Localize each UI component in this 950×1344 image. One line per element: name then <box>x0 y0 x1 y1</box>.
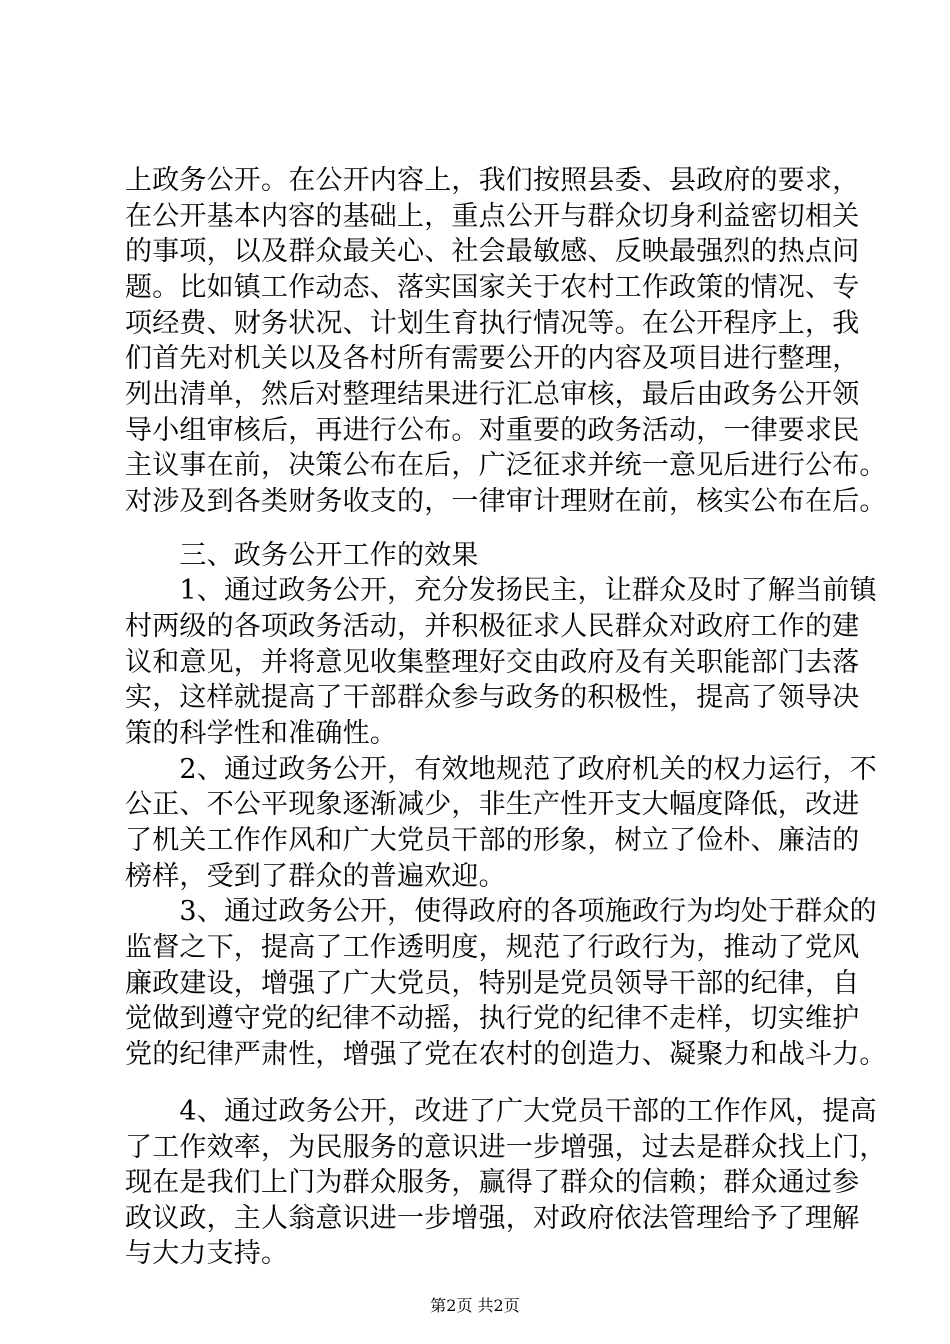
text-line: 在公开基本内容的基础上，重点公开与群众切身利益密切相关 <box>125 201 860 232</box>
text-line: 政议政，主人翁意识进一步增强，对政府依法管理给予了理解 <box>125 1203 860 1234</box>
text-line: 议和意见，并将意见收集整理好交由政府及有关职能部门去落 <box>125 647 860 678</box>
text-line: 监督之下，提高了工作透明度，规范了行政行为，推动了党风 <box>125 932 860 963</box>
text-line: 觉做到遵守党的纪律不动摇，执行党的纪律不走样，切实维护 <box>125 1003 860 1034</box>
text-line: 题。比如镇工作动态、落实国家关于农村工作政策的情况、专 <box>125 272 860 303</box>
text-line: 主议事在前，决策公布在后，广泛征求并统一意见后进行公布。 <box>125 450 887 481</box>
text-line: 项经费、财务状况、计划生育执行情况等。在公开程序上，我 <box>125 308 860 339</box>
text-line: 列出清单，然后对整理结果进行汇总审核，最后由政务公开领 <box>125 379 860 410</box>
text-line: 的事项，以及群众最关心、社会最敏感、反映最强烈的热点问 <box>125 236 860 267</box>
text-line: 4、通过政务公开，改进了广大党员干部的工作作风，提高 <box>125 1096 877 1127</box>
text-line: 与大力支持。 <box>125 1238 289 1269</box>
text-line: 2、通过政务公开，有效地规范了政府机关的权力运行，不 <box>125 754 877 785</box>
text-line: 现在是我们上门为群众服务，赢得了群众的信赖；群众通过参 <box>125 1167 860 1198</box>
text-line: 廉政建设，增强了广大党员，特别是党员领导干部的纪律，自 <box>125 968 860 999</box>
text-line: 公正、不公平现象逐渐减少，非生产性开支大幅度降低，改进 <box>125 789 860 820</box>
text-line: 村两级的各项政务活动，并积极征求人民群众对政府工作的建 <box>125 611 860 642</box>
text-line: 1、通过政务公开，充分发扬民主，让群众及时了解当前镇 <box>125 575 877 606</box>
text-line: 了工作效率，为民服务的意识进一步增强，过去是群众找上门， <box>125 1132 887 1163</box>
text-line: 党的纪律严肃性，增强了党在农村的创造力、凝聚力和战斗力。 <box>125 1039 887 1070</box>
text-line: 策的科学性和准确性。 <box>125 718 397 749</box>
text-line: 3、通过政务公开，使得政府的各项施政行为均处于群众的 <box>125 896 877 927</box>
text-line: 导小组审核后，再进行公布。对重要的政务活动，一律要求民 <box>125 415 860 446</box>
text-line: 了机关工作作风和广大党员干部的形象，树立了俭朴、廉洁的 <box>125 825 860 856</box>
text-line: 上政务公开。在公开内容上，我们按照县委、县政府的要求， <box>125 165 860 196</box>
text-line: 们首先对机关以及各村所有需要公开的内容及项目进行整理， <box>125 343 860 374</box>
page-footer: 第2页 共2页 <box>430 1296 520 1315</box>
text-line: 对涉及到各类财务收支的，一律审计理财在前，核实公布在后。 <box>125 486 887 517</box>
text-line: 榜样，受到了群众的普遍欢迎。 <box>125 861 506 892</box>
section-heading: 三、政务公开工作的效果 <box>125 540 479 571</box>
text-line: 实，这样就提高了干部群众参与政务的积极性，提高了领导决 <box>125 682 860 713</box>
